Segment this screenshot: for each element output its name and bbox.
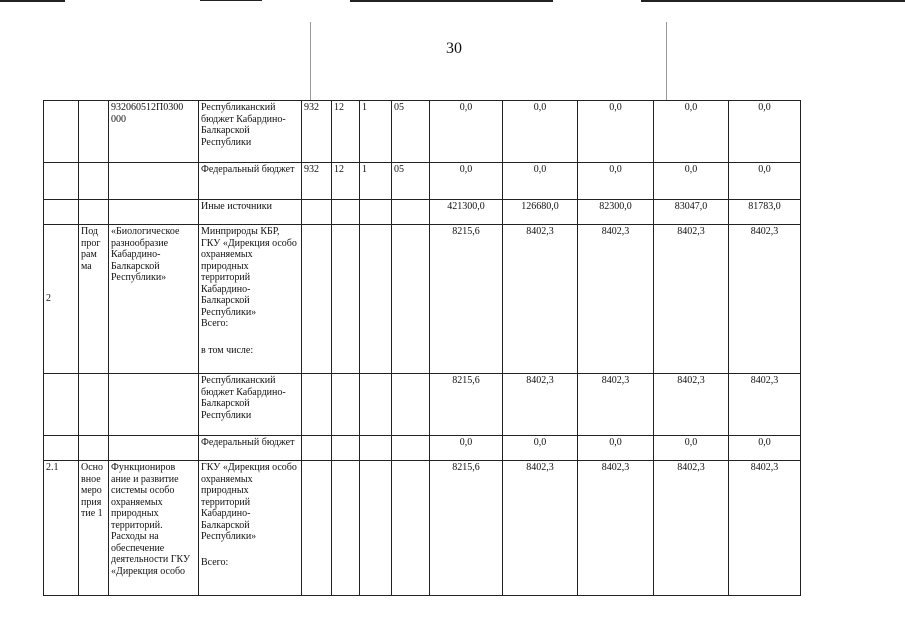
funding-source: Федеральный бюджет	[199, 436, 302, 461]
grbs-code	[302, 225, 332, 374]
responsible-cell	[199, 225, 302, 374]
row-type: Под прог рам ма	[79, 225, 109, 374]
row-type: Осно вное меро прия тие 1	[79, 461, 109, 596]
value-cell: 0,0	[430, 163, 503, 200]
row-number	[44, 101, 79, 163]
total-label: Всего:	[201, 318, 229, 329]
value-cell: 8402,3	[503, 461, 578, 596]
value-cell: 8402,3	[578, 461, 654, 596]
section-code	[332, 374, 360, 436]
row-type	[79, 436, 109, 461]
row-number	[44, 200, 79, 225]
row-number: 2.1	[44, 461, 79, 596]
section-code	[332, 200, 360, 225]
value-cell: 421300,0	[430, 200, 503, 225]
section-code	[332, 436, 360, 461]
value-cell: 0,0	[503, 436, 578, 461]
including-label: в том числе:	[201, 344, 254, 356]
expense-type-code	[392, 374, 430, 436]
expense-type-code: 05	[392, 163, 430, 200]
table-row	[44, 200, 801, 225]
value-cell: 0,0	[654, 163, 729, 200]
page-number: 30	[446, 40, 462, 57]
row-number	[44, 163, 79, 200]
table-row	[44, 436, 801, 461]
row-type	[79, 200, 109, 225]
expense-type-code	[392, 461, 430, 596]
activity-name: Функциониров ание и развитие системы особо охраняемых природных территорий. Расходы на обеспечение деятельности ГКУ «Дирекция особо	[109, 461, 199, 596]
budget-code	[109, 163, 199, 200]
value-cell: 8402,3	[654, 225, 729, 374]
funding-source: Иные источники	[199, 200, 302, 225]
value-cell: 0,0	[654, 436, 729, 461]
value-cell: 0,0	[654, 101, 729, 163]
value-cell: 8402,3	[654, 374, 729, 436]
value-cell: 8215,6	[430, 461, 503, 596]
table-row	[44, 461, 801, 596]
value-cell: 0,0	[503, 101, 578, 163]
expense-type-code	[392, 225, 430, 374]
value-cell: 8215,6	[430, 225, 503, 374]
row-number: 2	[44, 225, 79, 374]
row-type	[79, 163, 109, 200]
budget-table	[43, 100, 801, 596]
grbs-code	[302, 200, 332, 225]
scan-line	[641, 0, 905, 2]
value-cell: 81783,0	[729, 200, 801, 225]
budget-code	[109, 200, 199, 225]
row-type	[79, 374, 109, 436]
grbs-code: 932	[302, 163, 332, 200]
value-cell: 8402,3	[503, 374, 578, 436]
value-cell: 0,0	[729, 101, 801, 163]
value-cell: 8402,3	[503, 225, 578, 374]
funding-source: Федеральный бюджет	[199, 163, 302, 200]
table-row	[44, 163, 801, 200]
program-name	[109, 374, 199, 436]
expense-type-code	[392, 436, 430, 461]
value-cell: 8402,3	[578, 374, 654, 436]
value-cell: 126680,0	[503, 200, 578, 225]
section-code: 12	[332, 163, 360, 200]
value-cell: 0,0	[578, 163, 654, 200]
table-row	[44, 374, 801, 436]
value-cell: 83047,0	[654, 200, 729, 225]
funding-source: Республиканский бюджет Кабардино-Балкарской Республики	[199, 374, 302, 436]
subsection-code	[360, 374, 392, 436]
scan-line	[666, 22, 667, 100]
value-cell: 0,0	[430, 101, 503, 163]
row-number	[44, 436, 79, 461]
value-cell: 8402,3	[729, 225, 801, 374]
scan-line	[310, 22, 311, 100]
subsection-code	[360, 225, 392, 374]
value-cell: 8402,3	[729, 374, 801, 436]
grbs-code	[302, 374, 332, 436]
program-name: «Биологическое разнообразие Кабардино-Балкарской Республики»	[109, 225, 199, 374]
responsible-executor: Минприроды КБР, ГКУ «Дирекция особо охраняемых природных территорий Кабардино-Балкарской Республики»	[201, 226, 297, 318]
row-type	[79, 101, 109, 163]
value-cell: 8215,6	[430, 374, 503, 436]
subsection-code	[360, 200, 392, 225]
responsible-executor: ГКУ «Дирекция особо охраняемых природных территорий Кабардино-Балкарской Республики»	[201, 462, 297, 542]
value-cell: 0,0	[578, 101, 654, 163]
expense-type-code	[392, 200, 430, 225]
value-cell: 8402,3	[578, 225, 654, 374]
scan-line	[200, 0, 262, 1]
grbs-code: 932	[302, 101, 332, 163]
total-label: Всего:	[201, 556, 229, 568]
responsible-cell	[199, 461, 302, 596]
subsection-code: 1	[360, 101, 392, 163]
section-code	[332, 461, 360, 596]
value-cell: 8402,3	[729, 461, 801, 596]
row-number	[44, 374, 79, 436]
expense-type-code: 05	[392, 101, 430, 163]
value-cell: 0,0	[503, 163, 578, 200]
funding-source: Республиканский бюджет Кабардино-Балкарской Республики	[199, 101, 302, 163]
value-cell: 8402,3	[654, 461, 729, 596]
subsection-code	[360, 461, 392, 596]
subsection-code: 1	[360, 163, 392, 200]
value-cell: 0,0	[729, 163, 801, 200]
grbs-code	[302, 436, 332, 461]
value-cell: 0,0	[578, 436, 654, 461]
section-code: 12	[332, 101, 360, 163]
value-cell: 0,0	[430, 436, 503, 461]
scan-line	[0, 0, 65, 2]
section-code	[332, 225, 360, 374]
scan-line	[350, 0, 553, 2]
subsection-code	[360, 436, 392, 461]
value-cell: 82300,0	[578, 200, 654, 225]
value-cell: 0,0	[729, 436, 801, 461]
table-row	[44, 225, 801, 374]
grbs-code	[302, 461, 332, 596]
program-name	[109, 436, 199, 461]
table-row	[44, 101, 801, 163]
budget-code: 932060512П0300 000	[109, 101, 199, 163]
